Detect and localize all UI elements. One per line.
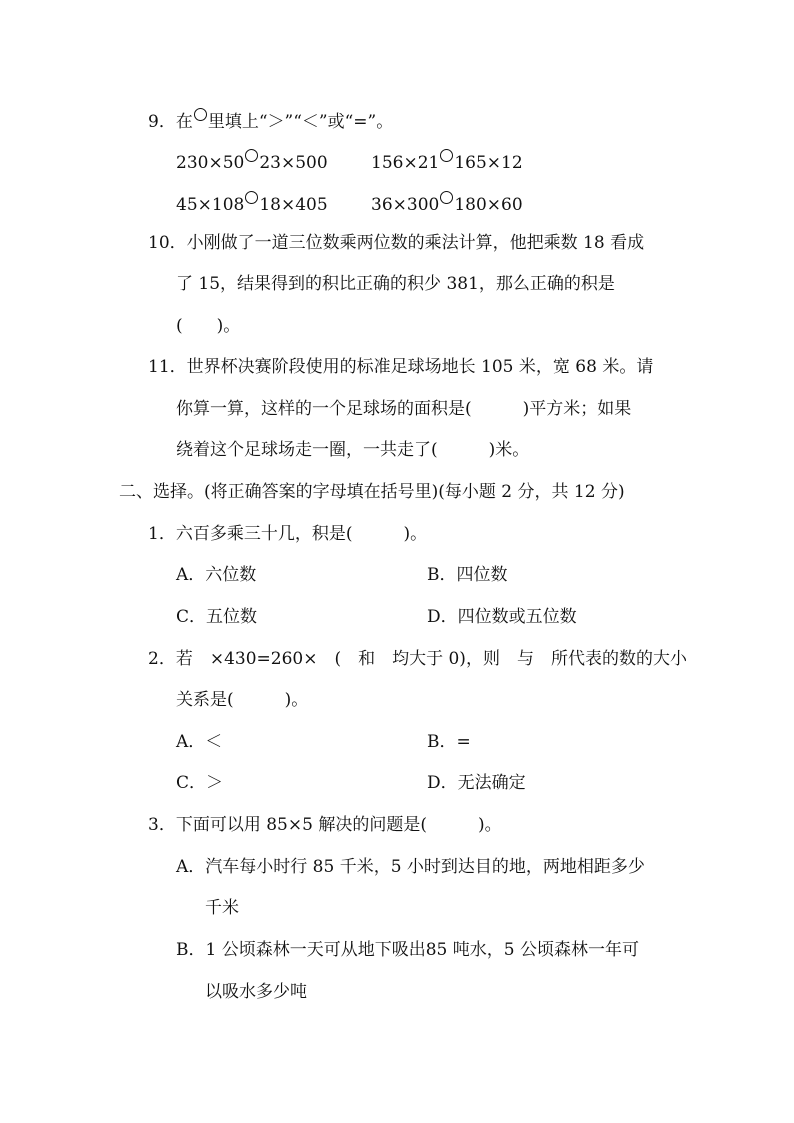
- c1-option-a[interactable]: A．六位数: [176, 565, 257, 585]
- q10-line-1: [148, 232, 644, 254]
- q10-answer-blank[interactable]: ( )。: [176, 316, 241, 336]
- c2-line-2[interactable]: 关系是( )。: [176, 690, 309, 710]
- c1-option-c[interactable]: C．五位数: [176, 607, 258, 627]
- circle-icon[interactable]: [440, 149, 453, 162]
- q9-expr-4: [371, 191, 523, 216]
- c1-option-b[interactable]: B．四位数: [427, 565, 508, 585]
- expr-left: 45×108: [176, 195, 245, 215]
- q10-number: 10．: [148, 233, 187, 253]
- expr-left: 230×50: [176, 153, 245, 173]
- section-heading: 二、选择。(将正确答案的字母填在括号里)(每小题 2 分，共 12 分): [119, 482, 625, 502]
- q11-line-2[interactable]: 你算一算，这样的一个足球场的面积是( )平方米；如果: [176, 399, 632, 419]
- c2-line-1: [148, 648, 687, 670]
- q9-prefix: 在: [175, 112, 193, 132]
- expr-right: 18×405: [259, 195, 328, 215]
- circle-icon[interactable]: [245, 191, 258, 204]
- c3-option-a-line-1[interactable]: A．汽车每小时行 85 千米，5 小时到达目的地，两地相距多少: [176, 857, 645, 877]
- q9-expr-3: [176, 191, 328, 216]
- q9-expr-2: [371, 149, 523, 174]
- q9-expr-1: [176, 149, 328, 174]
- c1-option-d[interactable]: D．四位数或五位数: [427, 607, 577, 627]
- c1-question: [148, 523, 427, 545]
- expr-left: 36×300: [371, 195, 440, 215]
- c1-number: 1．: [148, 524, 176, 544]
- c2-option-a[interactable]: A．＜: [176, 732, 223, 752]
- c2-option-b[interactable]: B．=: [427, 732, 471, 752]
- q11-line-1: [148, 356, 653, 378]
- circle-icon: [194, 108, 207, 121]
- q11-number: 11．: [148, 357, 187, 377]
- q11-line-3[interactable]: 绕着这个足球场走一圈，一共走了( )米。: [176, 440, 530, 460]
- c2-number: 2．: [148, 649, 176, 669]
- circle-icon[interactable]: [440, 191, 453, 204]
- expr-left: 156×21: [371, 153, 440, 173]
- q11-text-1: 世界杯决赛阶段使用的标准足球场地长 105 米，宽 68 米。请: [186, 357, 654, 377]
- c3-text[interactable]: 下面可以用 85×5 解决的问题是( )。: [175, 815, 502, 835]
- c3-option-a-line-2[interactable]: 千米: [205, 898, 239, 918]
- q9-suffix: 里填上“＞”“＜”或“=”。: [207, 112, 394, 132]
- c2-text-1: 若 ×430=260× ( 和 均大于 0)，则 与 所代表的数的大小: [175, 649, 687, 669]
- expr-right: 165×12: [454, 153, 523, 173]
- q9-prompt: [148, 108, 393, 133]
- circle-icon[interactable]: [245, 149, 258, 162]
- c3-number: 3．: [148, 815, 176, 835]
- c3-question: [148, 814, 502, 836]
- q10-line-2: 了 15，结果得到的积比正确的积少 381，那么正确的积是: [176, 274, 615, 294]
- expr-right: 180×60: [454, 195, 523, 215]
- q10-text-1: 小刚做了一道三位数乘两位数的乘法计算，他把乘数 18 看成: [186, 233, 645, 253]
- c2-option-c[interactable]: C．＞: [176, 773, 224, 793]
- c1-text[interactable]: 六百多乘三十几，积是( )。: [175, 524, 428, 544]
- expr-right: 23×500: [259, 153, 328, 173]
- c3-option-b-line-1[interactable]: B．1 公顷森林一天可从地下吸出85 吨水，5 公顷森林一年可: [176, 940, 639, 960]
- c3-option-b-line-2[interactable]: 以吸水多少吨: [205, 982, 307, 1002]
- q9-number: 9．: [148, 112, 176, 132]
- c2-option-d[interactable]: D．无法确定: [427, 773, 526, 793]
